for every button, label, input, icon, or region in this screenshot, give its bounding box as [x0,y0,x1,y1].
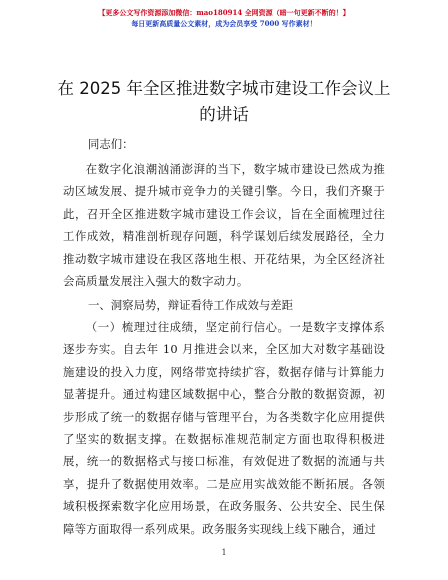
promo-banner [0,8,448,29]
promo-banner-line-2: 每日更新高质量公文素材，成为会员享受 7000 写作素材！ [131,19,317,28]
paragraph-section-1-1: （一）梳理过往成绩，坚定前行信心。一是数字支撑体系逐步夯实。自去年 10 月推进会以来，全区加大对数字基础设施建设的投入力度，网络带宽持续扩容，数据存储与计算能力显著提升。通过构建区域数据中心，整合分散的数据资源，初步形成了统一的数据存储与管理平台，为各类数字化应用提供了坚实的数据支撑。在数据标准规范制定方面也取得积极进展，统一的数据格式与接口标准，有效促进了数据的流通与共享，提升了数据使用效率。二是应用实战效能不断拓展。各领域积极探索数字化应用场景，在政务服务、公共安全、民生保障等方面取得一系列成果。政务服务实现线上线下融合，通过 [63,320,385,536]
paragraph-intro: 在数字化浪潮汹涌澎湃的当下，数字城市建设已然成为推动区域发展、提升城市竞争力的关键引擎。今日，我们齐聚于此，召开全区推进数字城市建设工作会议，旨在全面梳理过往工作成效，精准剖析现存问题，科学谋划后续发展路径，全力推动数字城市建设在我区落地生根、开花结果，为全区经济社会高质量发展注入强大的数字动力。 [63,162,385,289]
section-heading-1: 一、洞察局势，辩证看待工作成效与差距 [88,298,294,312]
salutation: 同志们： [88,137,134,151]
document-title: 在 2025 年全区推进数字城市建设工作会议上的讲话 [57,79,391,124]
page-number: 1 [221,548,227,557]
promo-banner-line-1: 【更多公文写作资源添加微信：mao180914 全网资源（暗一句更新不断的！】 [98,8,350,17]
